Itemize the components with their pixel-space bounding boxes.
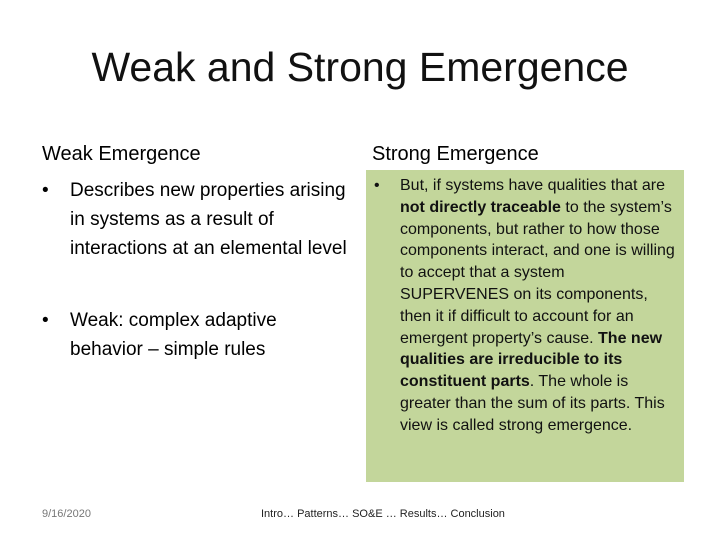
text-segment: But, if systems have qualities that are (400, 177, 666, 194)
bullet-text: Weak: complex adaptive behavior – simple rules (70, 310, 277, 360)
text-segment: . The whole is greater than the sum of its parts. This view is called strong emergence. (400, 373, 665, 434)
weak-emergence-heading: Weak Emergence (42, 143, 201, 165)
list-item (42, 176, 352, 263)
weak-emergence-list (42, 176, 352, 364)
bullet-icon: • (42, 310, 49, 331)
strong-emergence-heading: Strong Emergence (372, 143, 539, 165)
bullet-icon: • (42, 180, 49, 201)
emphasis-irreducible: The new qualities are irreducible to its constituent parts (400, 329, 663, 391)
bullet-icon: • (374, 177, 380, 194)
strong-emergence-text (366, 175, 678, 437)
footer-date: 9/16/2020 (42, 508, 91, 520)
list-item (42, 306, 352, 364)
text-segment: to the system’s components, but rather to how those components interact, and one is willing to accept that a system SUPERVENES on its components, then it if difficult to account for an emergent property’s cause. (400, 198, 675, 347)
emphasis-not-traceable: not directly traceable (400, 198, 561, 216)
strong-emergence-box (366, 170, 684, 482)
slide-title: Weak and Strong Emergence (91, 44, 629, 90)
bullet-text: Describes new properties arising in systems as a result of interactions at an elemental level (70, 180, 347, 259)
footer-navigation: Intro… Patterns… SO&E … Results… Conclusion (261, 508, 505, 520)
